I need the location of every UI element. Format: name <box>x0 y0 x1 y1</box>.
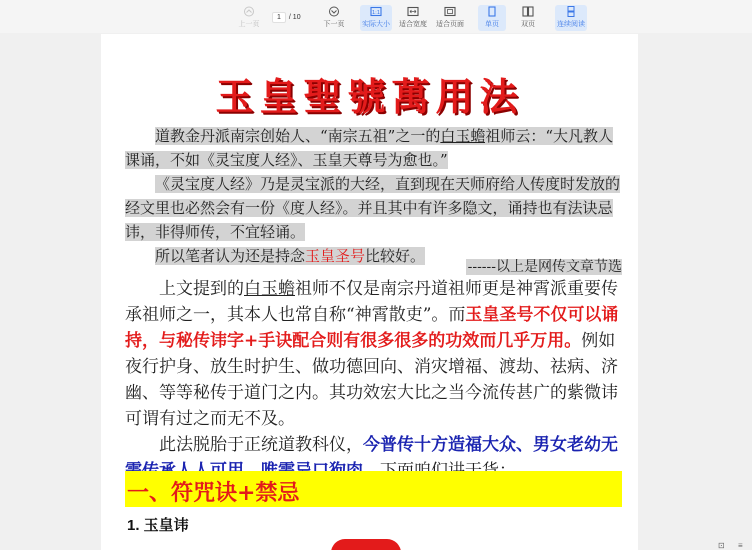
main-p1-text-b: 祖师不仅是南宗丹道祖师更是神霄派重要传承祖师之一，其本人也常自称“神霄散吏”。而 <box>125 279 618 325</box>
next-page-label: 下一页 <box>323 21 345 28</box>
quote-p3-text-a: 所以笔者认为还是持念 <box>155 247 306 265</box>
quoted-passage <box>125 124 622 268</box>
page-number-input[interactable]: 1 <box>272 12 286 23</box>
continuous-icon <box>565 6 577 17</box>
quote-p1-text-a: 道教金丹派南宗创始人、“南宗五祖”之一的 <box>155 127 441 145</box>
source-note <box>466 256 622 276</box>
single-page-button[interactable] <box>478 5 506 31</box>
fit-width-label: 适合宽度 <box>399 21 427 28</box>
fit-page-button[interactable] <box>434 5 466 31</box>
main-p1-name: 白玉蟾 <box>244 279 295 299</box>
prev-page-button[interactable] <box>236 5 262 31</box>
expand-icon[interactable]: ⊡ <box>718 541 725 550</box>
svg-text:1:1: 1:1 <box>371 10 381 16</box>
fit-width-button[interactable] <box>397 5 429 31</box>
menu-icon[interactable]: ≡ <box>738 541 743 550</box>
source-note-text: ------以上是网传文章节选 <box>467 259 622 275</box>
main-p1-text-a: 上文提到的 <box>159 279 244 299</box>
main-paragraph-1 <box>125 276 622 432</box>
fit-width-icon <box>407 6 419 17</box>
page-total: / 10 <box>288 13 301 21</box>
quote-p1-text-b: 祖师云：“大凡教人课诵，不如《灵宝度人经》、玉皇天尊号为愈也。” <box>125 127 614 169</box>
main-p2-text-a: 此法脱胎于正统道教科仪， <box>159 435 363 455</box>
chevron-down-icon <box>328 6 340 17</box>
continuous-read-button[interactable] <box>555 5 587 31</box>
actual-size-label: 实际大小 <box>362 21 390 28</box>
subsection-heading: 1. 玉皇讳 <box>127 517 189 534</box>
main-p1-red: 玉皇圣号不仅可以诵持，与秘传讳字+手诀配合则有很多很多的功效而几乎万用。 <box>125 305 619 351</box>
single-page-label: 单页 <box>485 21 499 28</box>
fit-page-icon <box>444 6 456 17</box>
continuous-read-label: 连续阅读 <box>557 21 585 28</box>
main-body <box>125 276 622 484</box>
actual-size-button[interactable] <box>360 5 392 31</box>
quote-p3-text-b: 比较好。 <box>365 247 426 265</box>
double-page-label: 双页 <box>521 21 535 28</box>
quote-p3-red: 玉皇圣号 <box>305 247 366 265</box>
next-page-button[interactable] <box>321 5 347 31</box>
quote-paragraph-1 <box>125 124 622 172</box>
viewer-toolbar <box>0 0 752 33</box>
main-p1-text-c: 例如夜行护身、放生时护生、做功德回向、消灾增福、渡劫、祛病、济幽、等等秘传于道门之内。其功效宏大比之当今流传甚广的紫微讳可谓有过之而无不及。 <box>125 331 618 429</box>
chevron-up-icon <box>243 6 255 17</box>
page-indicator <box>272 10 301 24</box>
fit-page-label: 适合页面 <box>436 21 464 28</box>
section-heading: 一、符咒诀+禁忌 <box>127 480 300 506</box>
double-page-button[interactable] <box>514 5 542 31</box>
prev-page-label: 上一页 <box>238 21 260 28</box>
document-title: 玉皇聖號萬用法 <box>215 74 524 119</box>
double-page-icon <box>522 6 534 17</box>
actual-size-icon <box>370 6 382 17</box>
single-page-icon <box>486 6 498 17</box>
quote-p2-text: 《灵宝度人经》乃是灵宝派的大经，直到现在天师府给人传度时发放的经文里也必然会有一份《度人经》。并且其中有许多隐文，诵持也有法诀忌讳，非得师传，不宜轻诵。 <box>125 175 621 241</box>
main-p2-blue: 今普传十方造福大众、男女老幼无 <box>363 435 618 455</box>
talisman-image-top <box>331 539 401 550</box>
quote-paragraph-2 <box>125 172 622 244</box>
quote-p1-name: 白玉蟾 <box>440 127 486 145</box>
document-page <box>101 34 638 550</box>
